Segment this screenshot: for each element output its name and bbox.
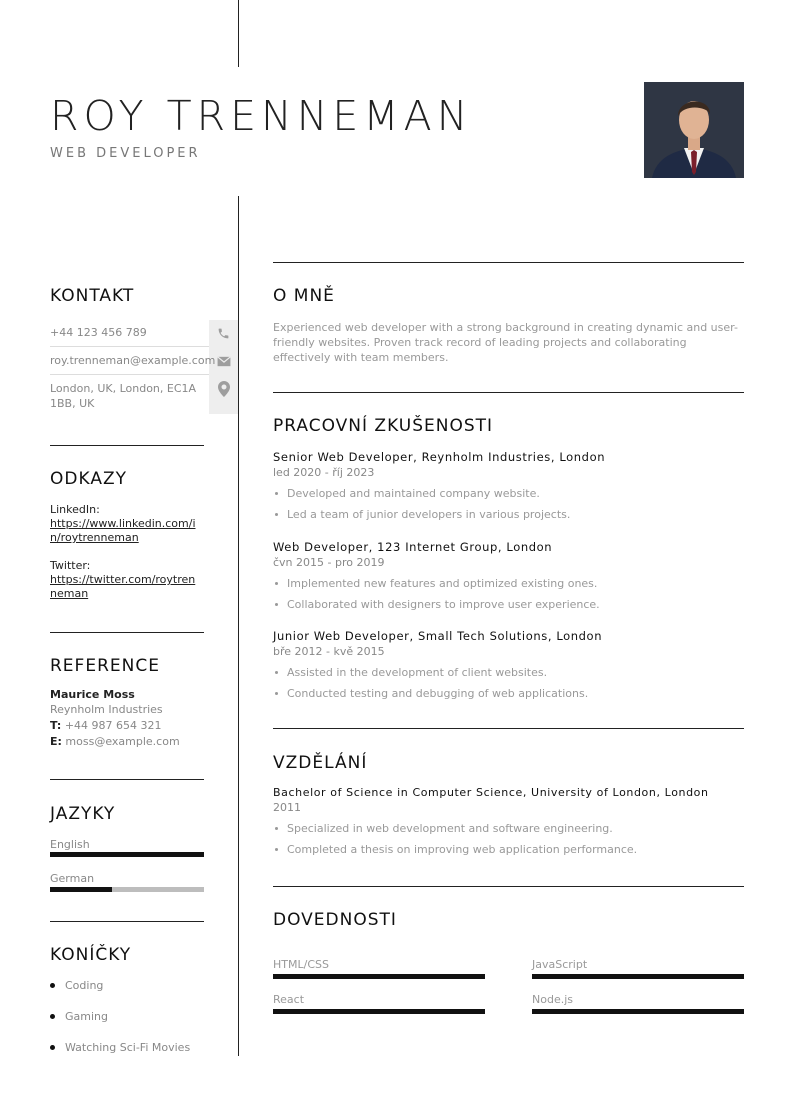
reference-phone[interactable]: +44 987 654 321: [64, 719, 162, 732]
job-title: Senior Web Developer, Reynholm Industries, London: [273, 450, 606, 464]
job-bullet-text: Collaborated with designers to improve user experience.: [287, 598, 600, 611]
link-item: [50, 503, 204, 545]
job-bullet-text: Led a team of junior developers in various projects.: [287, 508, 571, 521]
link-label: LinkedIn:: [50, 503, 100, 516]
hobby-label: Coding: [65, 979, 104, 992]
language-level-fill: [50, 887, 112, 892]
bullet-dot: [50, 1014, 55, 1019]
languages-title: JAZYKY: [50, 804, 116, 824]
reference-email-line: [50, 734, 204, 750]
links-title: ODKAZY: [50, 469, 127, 489]
job-bullet-text: Conducted testing and debugging of web applications.: [287, 687, 589, 700]
skills-title: DOVEDNOSTI: [273, 910, 397, 930]
about-title: O MNĚ: [273, 286, 335, 306]
skill-item: [273, 993, 485, 1014]
hobby-label: Watching Sci-Fi Movies: [65, 1041, 191, 1054]
experience-section: [273, 416, 744, 436]
reference-phone-label: T:: [50, 719, 62, 732]
bullet-dot: [275, 848, 278, 851]
job-bullet: [273, 487, 744, 500]
about-section: [273, 286, 744, 365]
link-label: Twitter:: [50, 559, 91, 572]
job-bullet: [273, 598, 744, 611]
contact-address: London, UK, London, EC1A 1BB, UK: [50, 382, 197, 410]
education-year: 2011: [273, 801, 301, 814]
contact-title: KONTAKT: [50, 286, 135, 306]
skill-name: HTML/CSS: [273, 958, 329, 971]
hobbies-section: [50, 945, 204, 965]
skill-level-fill: [273, 974, 485, 979]
reference-phone-line: [50, 718, 204, 734]
phone-icon: [209, 323, 238, 343]
languages-section: [50, 804, 204, 824]
skill-name: Node.js: [532, 993, 573, 1006]
skill-item: [532, 958, 744, 979]
reference-title: REFERENCE: [50, 656, 160, 676]
language-level-fill: [50, 852, 204, 857]
contact-separator: [50, 346, 209, 347]
language-level-bar: [50, 887, 204, 892]
section-divider: [50, 779, 204, 780]
education-bullet-text: Completed a thesis on improving web application performance.: [287, 843, 638, 856]
profile-photo: [644, 82, 744, 178]
section-divider: [273, 262, 744, 263]
skills-section: [273, 910, 744, 930]
about-text: Experienced web developer with a strong background in creating dynamic and user-friendly websites. Proven track record of leading projects and collaborating effectively with team members.: [273, 321, 738, 364]
skill-level-fill: [532, 1009, 744, 1014]
job-entry: [273, 450, 744, 521]
hobby-label: Gaming: [65, 1010, 108, 1023]
education-section: [273, 753, 744, 773]
language-level-bar: [50, 852, 204, 857]
skill-name: JavaScript: [532, 958, 588, 971]
linkedin-link[interactable]: https://www.linkedin.com/in/roytrenneman: [50, 517, 196, 544]
education-degree: Bachelor of Science in Computer Science, University of London, London: [273, 786, 709, 799]
job-bullet-text: Assisted in the development of client websites.: [287, 666, 548, 679]
education-title: VZDĚLÁNÍ: [273, 753, 368, 773]
hobby-item: [50, 1010, 108, 1023]
education-entry: [273, 786, 744, 856]
skill-item: [273, 958, 485, 979]
skill-level-bar: [532, 974, 744, 979]
contact-email[interactable]: roy.trenneman@example.com: [50, 354, 216, 367]
column-divider: [238, 196, 239, 1056]
section-divider: [273, 886, 744, 887]
hobby-item: [50, 1041, 190, 1054]
education-bullet: [273, 843, 744, 856]
job-date: čvn 2015 - pro 2019: [273, 556, 385, 569]
contact-phone[interactable]: +44 123 456 789: [50, 326, 147, 339]
job-title: Web Developer, 123 Internet Group, London: [273, 540, 553, 554]
education-bullet-text: Specialized in web development and software engineering.: [287, 822, 613, 835]
bullet-dot: [50, 983, 55, 988]
section-divider: [50, 632, 204, 633]
divider-top: [238, 0, 239, 67]
skill-item: [532, 993, 744, 1014]
contact-section: [50, 286, 204, 306]
experience-title: PRACOVNÍ ZKUŠENOSTI: [273, 416, 494, 436]
job-bullet-text: Implemented new features and optimized existing ones.: [287, 577, 598, 590]
reference-company: Reynholm Industries: [50, 703, 163, 716]
hobby-item: [50, 979, 103, 992]
job-bullet: [273, 687, 744, 700]
bullet-dot: [275, 492, 278, 495]
reference-name: Maurice Moss: [50, 688, 135, 701]
bullet-dot: [275, 671, 278, 674]
section-divider: [50, 921, 204, 922]
candidate-name: ROY TRENNEMAN: [50, 92, 473, 140]
skill-name: React: [273, 993, 305, 1006]
skill-level-fill: [532, 974, 744, 979]
hobbies-title: KONÍČKY: [50, 945, 132, 965]
reference-email-label: E:: [50, 735, 62, 748]
job-bullet: [273, 666, 744, 679]
mail-icon: [209, 351, 238, 371]
section-divider: [273, 392, 744, 393]
job-title: Junior Web Developer, Small Tech Solutions, London: [273, 629, 603, 643]
reference-section: [50, 656, 204, 750]
education-bullet: [273, 822, 744, 835]
location-pin-icon: [209, 379, 238, 399]
job-bullet: [273, 577, 744, 590]
job-date: led 2020 - říj 2023: [273, 466, 375, 479]
skill-level-bar: [273, 974, 485, 979]
bullet-dot: [275, 603, 278, 606]
bullet-dot: [50, 1045, 55, 1050]
twitter-link[interactable]: https://twitter.com/roytrenneman: [50, 573, 196, 600]
bullet-dot: [275, 692, 278, 695]
job-bullet: [273, 508, 744, 521]
links-section: [50, 469, 204, 601]
section-divider: [50, 445, 204, 446]
bullet-dot: [275, 827, 278, 830]
reference-email[interactable]: moss@example.com: [65, 735, 180, 748]
bullet-dot: [275, 582, 278, 585]
language-name: German: [50, 872, 95, 885]
section-divider: [273, 728, 744, 729]
job-bullet-text: Developed and maintained company website.: [287, 487, 540, 500]
link-item: [50, 559, 204, 601]
job-entry: [273, 629, 744, 700]
skill-level-fill: [273, 1009, 485, 1014]
bullet-dot: [275, 513, 278, 516]
job-date: bře 2012 - kvě 2015: [273, 645, 385, 658]
contact-separator: [50, 374, 209, 375]
language-name: English: [50, 838, 90, 851]
skill-level-bar: [273, 1009, 485, 1014]
skill-level-bar: [532, 1009, 744, 1014]
candidate-role: WEB DEVELOPER: [50, 146, 201, 161]
job-entry: [273, 540, 744, 611]
